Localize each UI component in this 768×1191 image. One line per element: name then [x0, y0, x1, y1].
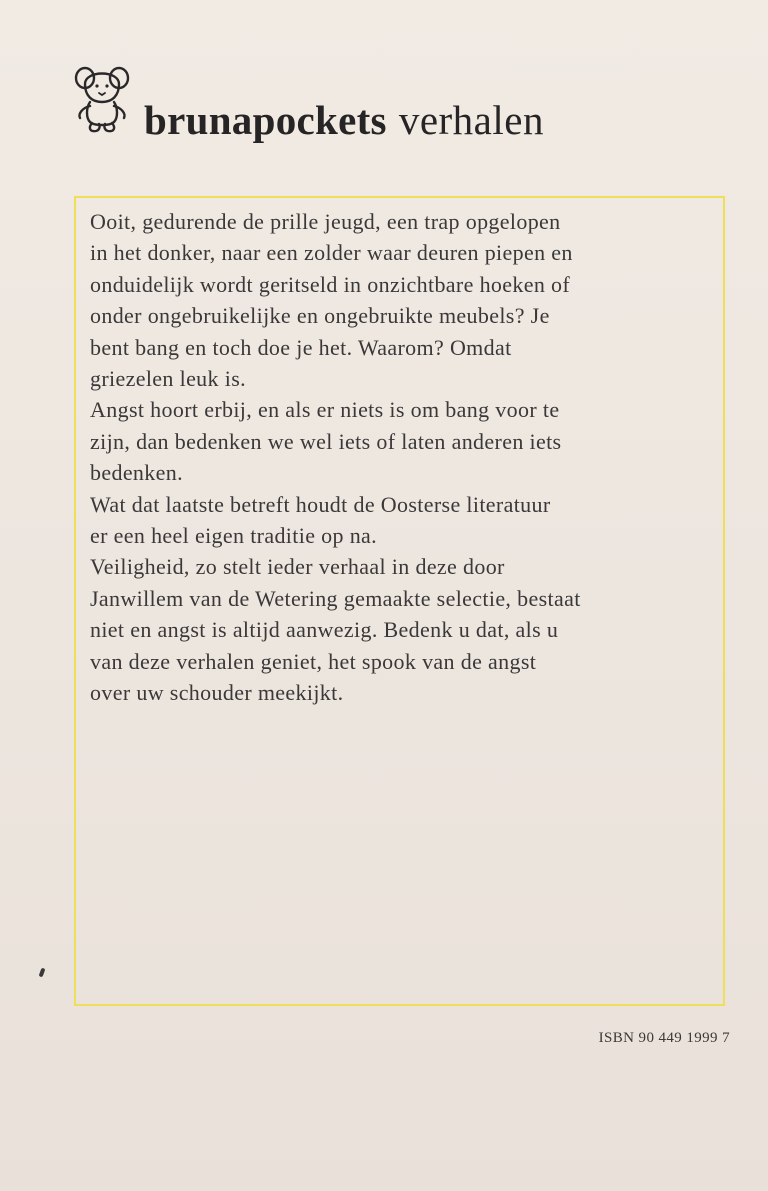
blurb-line: onduidelijk wordt geritseld in onzichtbare hoeken of [90, 271, 571, 297]
series-name: verhalen [398, 97, 544, 143]
blurb-text [90, 206, 715, 709]
ink-speck [39, 968, 46, 978]
blurb-line: Wat dat laatste betreft houdt de Oosterse literatuur [90, 491, 551, 517]
blurb-line: onder ongebruikelijke en ongebruikte meubels? Je [90, 303, 550, 329]
brand-name: brunapockets [144, 97, 387, 143]
blurb-line: niet en angst is altijd aanwezig. Bedenk u dat, als u [90, 617, 559, 643]
blurb-line: Ooit, gedurende de prille jeugd, een trap opgelopen [90, 209, 561, 234]
blurb-line: bent bang en toch doe je het. Waarom? Omdat [90, 334, 512, 360]
blurb-line: er een heel eigen traditie op na. [90, 523, 378, 549]
blurb-line: over uw schouder meekijkt. [90, 680, 344, 706]
blurb-line: Janwillem van de Wetering gemaakte selectie, bestaat [90, 585, 581, 611]
blurb-line: van deze verhalen geniet, het spook van de angst [90, 648, 537, 674]
blurb-line: griezelen leuk is. [90, 366, 246, 392]
blurb-line: zijn, dan bedenken we wel iets of laten anderen iets [90, 428, 562, 454]
isbn-number: ISBN 90 449 1999 7 [598, 1030, 730, 1046]
blurb-line: bedenken. [90, 460, 183, 486]
series-header [144, 92, 544, 148]
bear-logo-icon [72, 62, 132, 134]
blurb-line: in het donker, naar een zolder waar deuren piepen en [90, 240, 573, 266]
blurb-line: Veiligheid, zo stelt ieder verhaal in deze door [90, 554, 505, 580]
blurb-line: Angst hoort erbij, en als er niets is om bang voor te [90, 397, 560, 423]
